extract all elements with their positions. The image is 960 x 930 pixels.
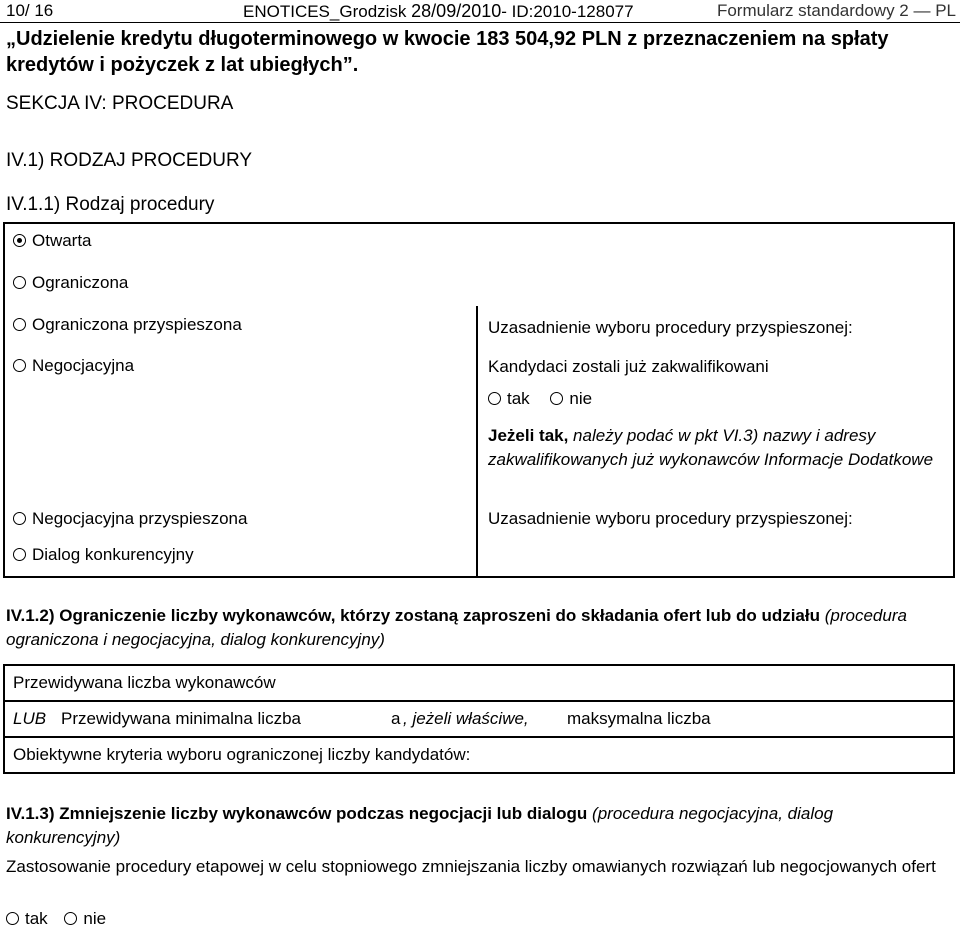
- limit-heading: [6, 604, 951, 652]
- note-italic: należy podać w pkt VI.3) nazwy i adresy zakwalifikowanych już wykonawców Informacje Dodatkowe: [488, 426, 934, 469]
- choice-nie[interactable]: [550, 389, 592, 408]
- a-label: a: [391, 709, 401, 728]
- notice-ref-date: 28/09/2010: [411, 1, 502, 21]
- radio-icon[interactable]: [13, 548, 26, 561]
- staged-procedure-choice: [6, 909, 106, 929]
- choice-nie[interactable]: [64, 909, 106, 928]
- notice-ref-prefix: ENOTICES_Grodzisk: [243, 2, 412, 21]
- reduction-heading: [6, 802, 951, 850]
- option-dialog-konkurencyjny[interactable]: [13, 545, 194, 565]
- procedure-type-heading: IV.1.1) Rodzaj procedury: [6, 194, 215, 215]
- choice-label: nie: [83, 909, 107, 928]
- justification-label-1: Uzasadnienie wyboru procedury przyspieszonej:: [488, 318, 853, 337]
- reduction-heading-italic: (procedura negocjacyjna, dialog konkurencyjny): [6, 804, 834, 847]
- choice-label: nie: [569, 389, 593, 408]
- option-ograniczona[interactable]: [13, 273, 128, 293]
- choice-label: tak: [507, 389, 530, 408]
- limit-row-criteria: [5, 738, 953, 772]
- choice-tak[interactable]: [488, 389, 530, 408]
- document-title: „Udzielenie kredytu długoterminowego w kwocie 183 504,92 PLN z przeznaczeniem na spłaty kredytów i pożyczek z lat ubiegłych”.: [6, 28, 889, 76]
- candidates-qualified-choice: [488, 389, 592, 409]
- qualified-note: [488, 424, 948, 472]
- reduction-heading-bold: IV.1.3) Zmniejszenie liczby wykonawców podczas negocjacji lub dialogu: [6, 804, 588, 823]
- notice-ref-id: - ID:2010-128077: [501, 2, 634, 21]
- staged-procedure-text: Zastosowanie procedury etapowej w celu stopniowego zmniejszania liczby omawianych rozwiązań lub negocjowanych ofert: [6, 857, 936, 876]
- note-bold: Jeżeli tak,: [488, 426, 569, 445]
- justification-label-2: Uzasadnienie wyboru procedury przyspieszonej:: [488, 509, 853, 528]
- form-label: Formularz standardowy 2 — PL: [716, 1, 956, 20]
- radio-icon[interactable]: [13, 276, 26, 289]
- section-heading: SEKCJA IV: PROCEDURA: [6, 93, 234, 114]
- notice-reference: [243, 1, 634, 22]
- option-label: Otwarta: [32, 231, 92, 250]
- option-otwarta[interactable]: [13, 231, 92, 251]
- option-label: Dialog konkurencyjny: [32, 545, 194, 564]
- option-label: Ograniczona przyspieszona: [32, 315, 242, 334]
- radio-icon[interactable]: [6, 912, 19, 925]
- lub-label: LUB: [13, 709, 47, 728]
- radio-icon[interactable]: [13, 359, 26, 372]
- if-applicable-label: , jeżeli właściwe,: [403, 709, 529, 728]
- subsection-heading: IV.1) RODZAJ PROCEDURY: [6, 150, 252, 171]
- choice-label: tak: [25, 909, 48, 928]
- option-negocjacyjna[interactable]: [13, 356, 134, 376]
- min-number-label: Przewidywana minimalna liczba: [61, 709, 301, 728]
- limit-row-minmax: [5, 702, 953, 738]
- radio-icon[interactable]: [488, 392, 501, 405]
- candidates-qualified-label: Kandydaci zostali już zakwalifikowani: [488, 357, 769, 376]
- page-number: 10/ 16: [6, 1, 54, 20]
- limit-row-expected: [5, 666, 953, 702]
- column-divider: [476, 306, 478, 578]
- page-header: [0, 0, 960, 23]
- max-number-label: maksymalna liczba: [567, 709, 711, 728]
- criteria-label: Obiektywne kryteria wyboru ograniczonej liczby kandydatów:: [13, 745, 471, 764]
- option-ograniczona-przyspieszona[interactable]: [13, 315, 242, 335]
- radio-icon[interactable]: [64, 912, 77, 925]
- radio-icon[interactable]: [13, 318, 26, 331]
- option-label: Negocjacyjna przyspieszona: [32, 509, 248, 528]
- choice-tak[interactable]: [6, 909, 48, 928]
- expected-number-label: Przewidywana liczba wykonawców: [13, 673, 276, 692]
- limit-heading-bold: IV.1.2) Ograniczenie liczby wykonawców, którzy zostaną zaproszeni do składania ofert lub do udziału: [6, 606, 820, 625]
- limit-heading-italic: (procedura ograniczona i negocjacyjna, dialog konkurencyjny): [6, 606, 907, 649]
- radio-icon[interactable]: [13, 512, 26, 525]
- limit-table: [3, 664, 955, 774]
- option-label: Ograniczona: [32, 273, 129, 292]
- option-label: Negocjacyjna: [32, 356, 135, 375]
- radio-selected-icon[interactable]: [13, 234, 26, 247]
- option-negocjacyjna-przyspieszona[interactable]: [13, 509, 247, 529]
- radio-icon[interactable]: [550, 392, 563, 405]
